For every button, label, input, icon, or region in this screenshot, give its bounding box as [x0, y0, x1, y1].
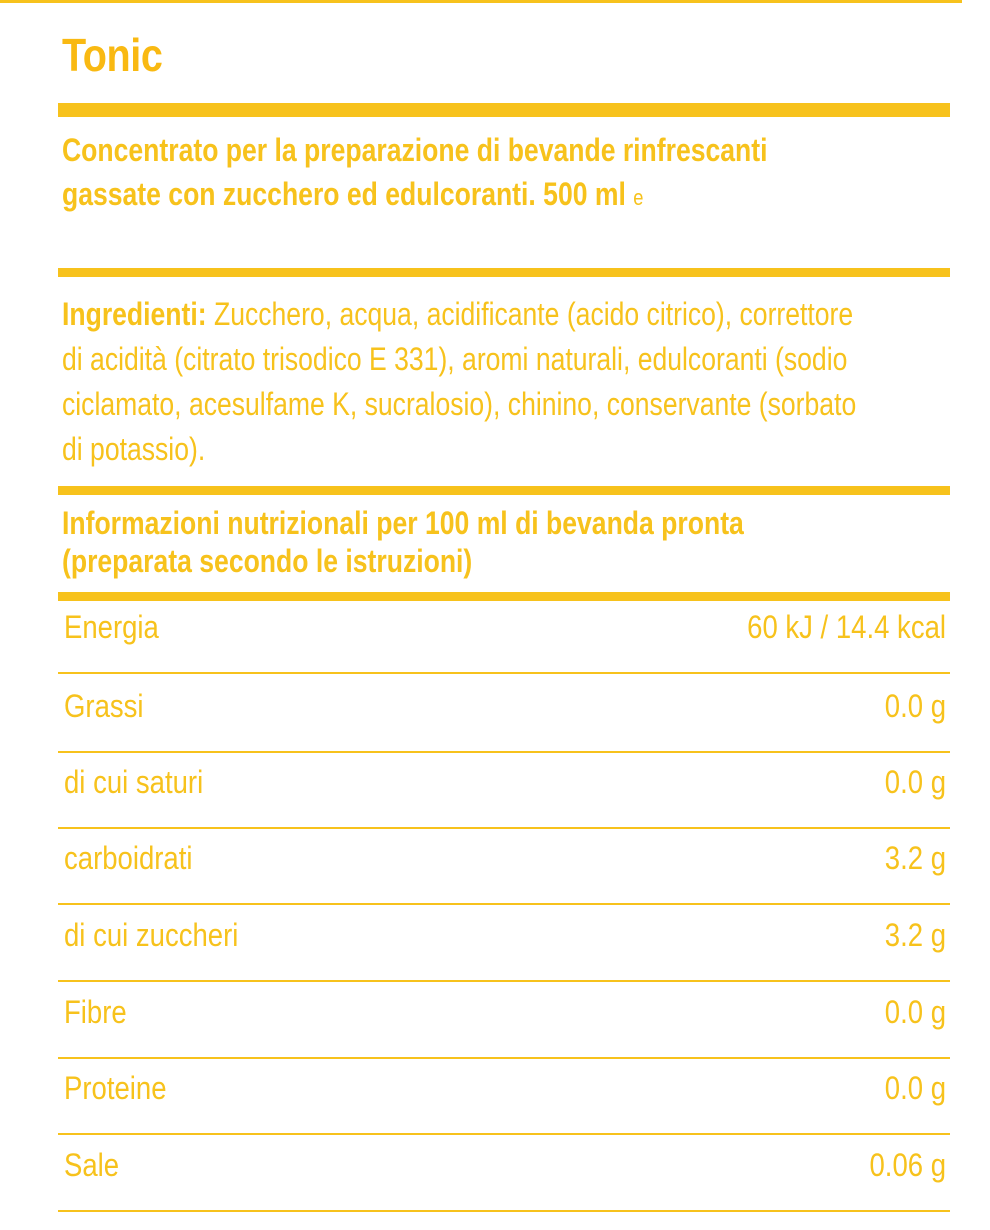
nutrient-value: 60 kJ / 14.4 kcal — [747, 609, 946, 645]
nutrition-row-zuccheri — [58, 903, 950, 982]
ingredients-line: di acidità (citrato trisodico E 331), aromi naturali, edulcoranti (sodio — [62, 341, 848, 377]
nutrition-heading-line: Informazioni nutrizionali per 100 ml di bevanda pronta — [62, 505, 744, 541]
description-text: gassate con zucchero ed edulcoranti. 500 ml — [62, 176, 626, 212]
nutrient-name: di cui saturi — [64, 764, 204, 800]
nutrient-name: di cui zuccheri — [64, 917, 239, 953]
nutrient-value: 3.2 g — [884, 840, 946, 876]
nutrition-heading-line: (preparata secondo le istruzioni) — [62, 543, 473, 579]
nutrient-value: 0.0 g — [884, 688, 946, 724]
nutrition-row-sale — [58, 1133, 950, 1212]
nutrition-row-saturi — [58, 750, 950, 829]
nutrient-name: Fibre — [64, 994, 127, 1030]
ingredients-line: di potassio). — [62, 431, 206, 467]
nutrition-row-proteine — [58, 1056, 950, 1135]
nutrition-row-grassi — [58, 674, 950, 753]
nutrient-name: Grassi — [64, 688, 144, 724]
nutrient-name: carboidrati — [64, 840, 193, 876]
nutrient-name: Energia — [64, 609, 159, 645]
nutrient-value: 0.06 g — [869, 1147, 946, 1183]
nutrient-value: 0.0 g — [884, 994, 946, 1030]
ingredients-block — [62, 292, 954, 472]
nutrition-heading — [62, 504, 954, 580]
ingredients-divider — [58, 486, 950, 495]
ingredients-text: Zucchero, acqua, acidificante (acido citrico), correttore — [213, 296, 854, 332]
nutrition-row-energia — [58, 595, 950, 674]
nutrient-name: Proteine — [64, 1070, 167, 1106]
description-divider — [58, 268, 950, 277]
ingredients-label: Ingredienti: — [62, 296, 207, 332]
description-line — [62, 172, 892, 220]
description-line: Concentrato per la preparazione di bevande rinfrescanti — [62, 132, 768, 168]
product-title: Tonic — [62, 29, 163, 81]
nutrient-value: 0.0 g — [884, 764, 946, 800]
title-divider — [58, 103, 950, 117]
ingredients-line — [62, 292, 954, 337]
product-description — [62, 128, 892, 220]
nutrition-row-fibre — [58, 980, 950, 1059]
e-mark: e — [633, 185, 644, 210]
nutrient-value: 0.0 g — [884, 1070, 946, 1106]
top-divider — [0, 0, 962, 3]
nutrient-value: 3.2 g — [884, 917, 946, 953]
nutrition-row-carboidrati — [58, 826, 950, 905]
ingredients-line: ciclamato, acesulfame K, sucralosio), chinino, conservante (sorbato — [62, 386, 857, 422]
nutrient-name: Sale — [64, 1147, 120, 1183]
